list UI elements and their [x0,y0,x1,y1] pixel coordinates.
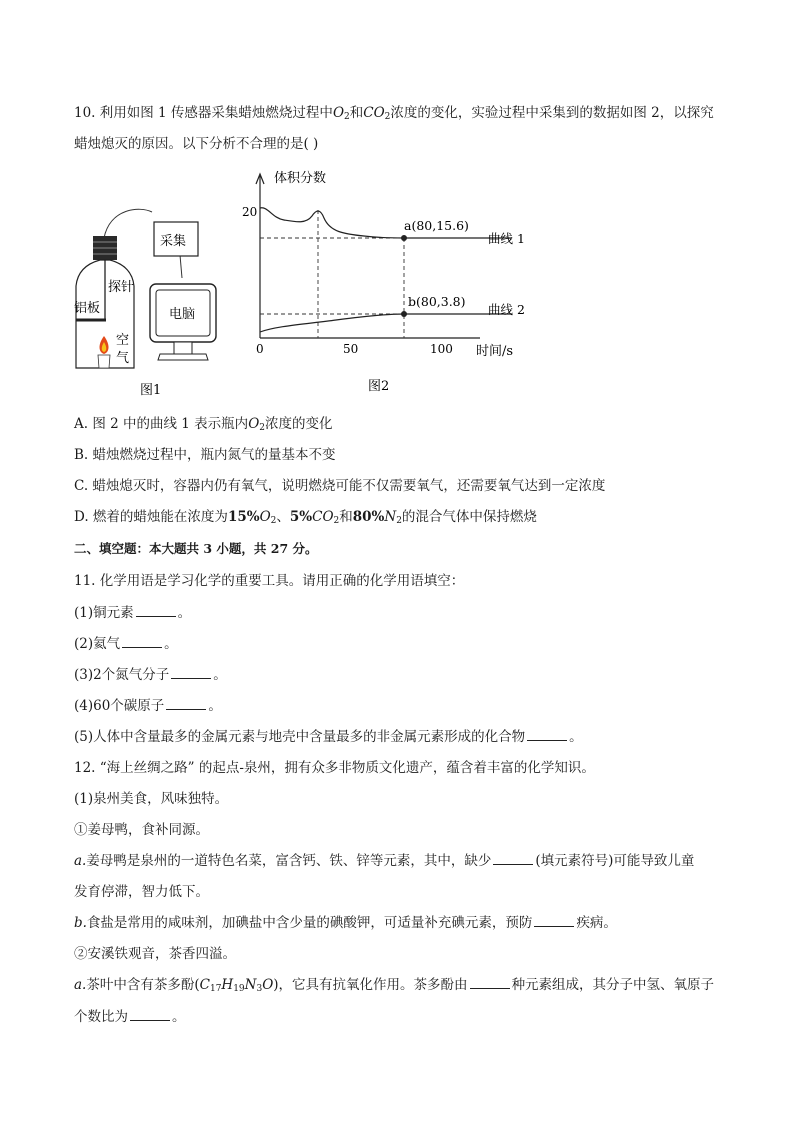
section-2-heading: 二、填空题：本大题共 3 小题，共 27 分。 [74,541,318,556]
tea-polyphenol-formula: $C_{17}H_{19}N_3O$ [199,977,274,994]
q10-text: 10. 利用如图 1 传感器采集蜡烛燃烧过程中 [74,105,333,121]
point-b-label: b(80,3.8) [408,294,466,309]
computer-label: 电脑 [169,307,196,322]
answer-blank[interactable] [493,852,533,865]
y-axis-label: 体积分数 [274,171,327,186]
answer-blank[interactable] [534,914,574,927]
candle-icon [98,355,110,368]
q11-item-2: (2)氦气 。 [74,636,178,652]
cable [104,209,152,238]
x-tick-100: 100 [430,342,453,356]
point-b [401,311,407,317]
q12-sub-1a: ①姜母鸭，食补同源。 [74,822,209,838]
curve-1-label: 曲线 1 [488,231,525,246]
air-label-1: 空 [116,333,130,348]
q11-stem: 11. 化学用语是学习化学的重要工具。请用正确的化学用语填空： [74,573,465,589]
q11-item-5: (5)人体中含量最多的金属元素与地壳中含量最多的非金属元素形成的化合物 。 [74,729,583,745]
q11-item-3: (3)2个氮气分子 。 [74,667,227,683]
curve-2 [260,314,512,332]
answer-blank[interactable] [122,635,162,648]
answer-blank[interactable] [136,604,176,617]
answer-blank[interactable] [171,666,211,679]
computer-icon [150,284,216,360]
q10-stem-line1 [74,103,714,127]
answer-blank[interactable] [130,1008,170,1021]
y-tick-20: 20 [242,205,258,219]
q12-sub-2: ②安溪铁观音，茶香四溢。 [74,946,236,962]
q10-and: 和 [349,105,364,121]
o2-formula: $O_2$ [332,105,350,122]
figure-2-caption: 图2 [368,379,390,394]
q12-stem: 12. “海上丝绸之路” 的起点-泉州，拥有众多非物质文化遗产，蕴含着丰富的化学知识。 [74,760,595,776]
curve-2-label: 曲线 2 [488,302,525,317]
x-axis-label: 时间/s [476,344,514,359]
option-c: C. 蜡烛熄灭时，容器内仍有氧气，说明燃烧可能不仅需要氧气，还需要氧气达到一定浓度 [74,478,606,494]
x-tick-0: 0 [256,342,264,356]
point-a-label: a(80,15.6) [404,218,469,233]
o2-formula: $O_2$ [248,416,265,433]
option-d: D. 燃着的蜡烛能在浓度为$15\%O_2$、$5\%CO_2$和$80\%N_2$的混合气体中保持燃烧 [74,509,537,526]
q12-tea-line2: 个数比为 。 [74,1009,186,1025]
figure-1-caption: 图1 [140,383,162,398]
answer-blank[interactable] [470,976,510,989]
x-tick-50: 50 [343,342,359,356]
q10-text-b: 浓度的变化，实验过程中采集到的数据如图 2，以探究 [390,105,714,121]
q11-item-4: (4)60个碳原子 。 [74,698,222,714]
q12-sub-1: (1)泉州美食，风味独特。 [74,791,229,807]
figure-1-apparatus [70,200,230,400]
answer-blank[interactable] [166,697,206,710]
plate-label: 铝板 [74,301,101,316]
q12-tea-line1: a.茶叶中含有茶多酚$(C_{17}H_{19}N_3O)$，它具有抗氧化作用。茶多酚由 种元素组成，其分子中氢、氧原子 [74,977,715,994]
option-b: B. 蜡烛燃烧过程中，瓶内氮气的量基本不变 [74,447,336,463]
figure-2-graph [236,162,536,396]
answer-blank[interactable] [527,728,567,741]
q12-a-line2: 发育停滞，智力低下。 [74,884,209,900]
q10-stem-line2: 蜡烛熄灭的原因。以下分析不合理的是( ) [74,136,319,152]
q11-item-1: (1)铜元素 。 [74,605,192,621]
q12-a-line1: a.姜母鸭是泉州的一道特色名菜，富含钙、铁、锌等元素，其中，缺少 (填元素符号)可能导致儿童 [74,853,695,869]
option-a: A. 图 2 中的曲线 1 表示瓶内$O_2$浓度的变化 [74,416,333,433]
air-label-2: 气 [116,351,130,366]
co2-formula: $CO_2$ [363,105,391,122]
cable-2 [180,255,182,278]
curve-1 [260,208,512,238]
q12-b-line: b.食盐是常用的咸味剂，加碘盐中含少量的碘酸钾，可适量补充碘元素，预防 疾病。 [74,915,617,931]
collector-label: 采集 [160,234,187,249]
point-a [401,235,407,241]
probe-label: 探针 [108,280,135,295]
